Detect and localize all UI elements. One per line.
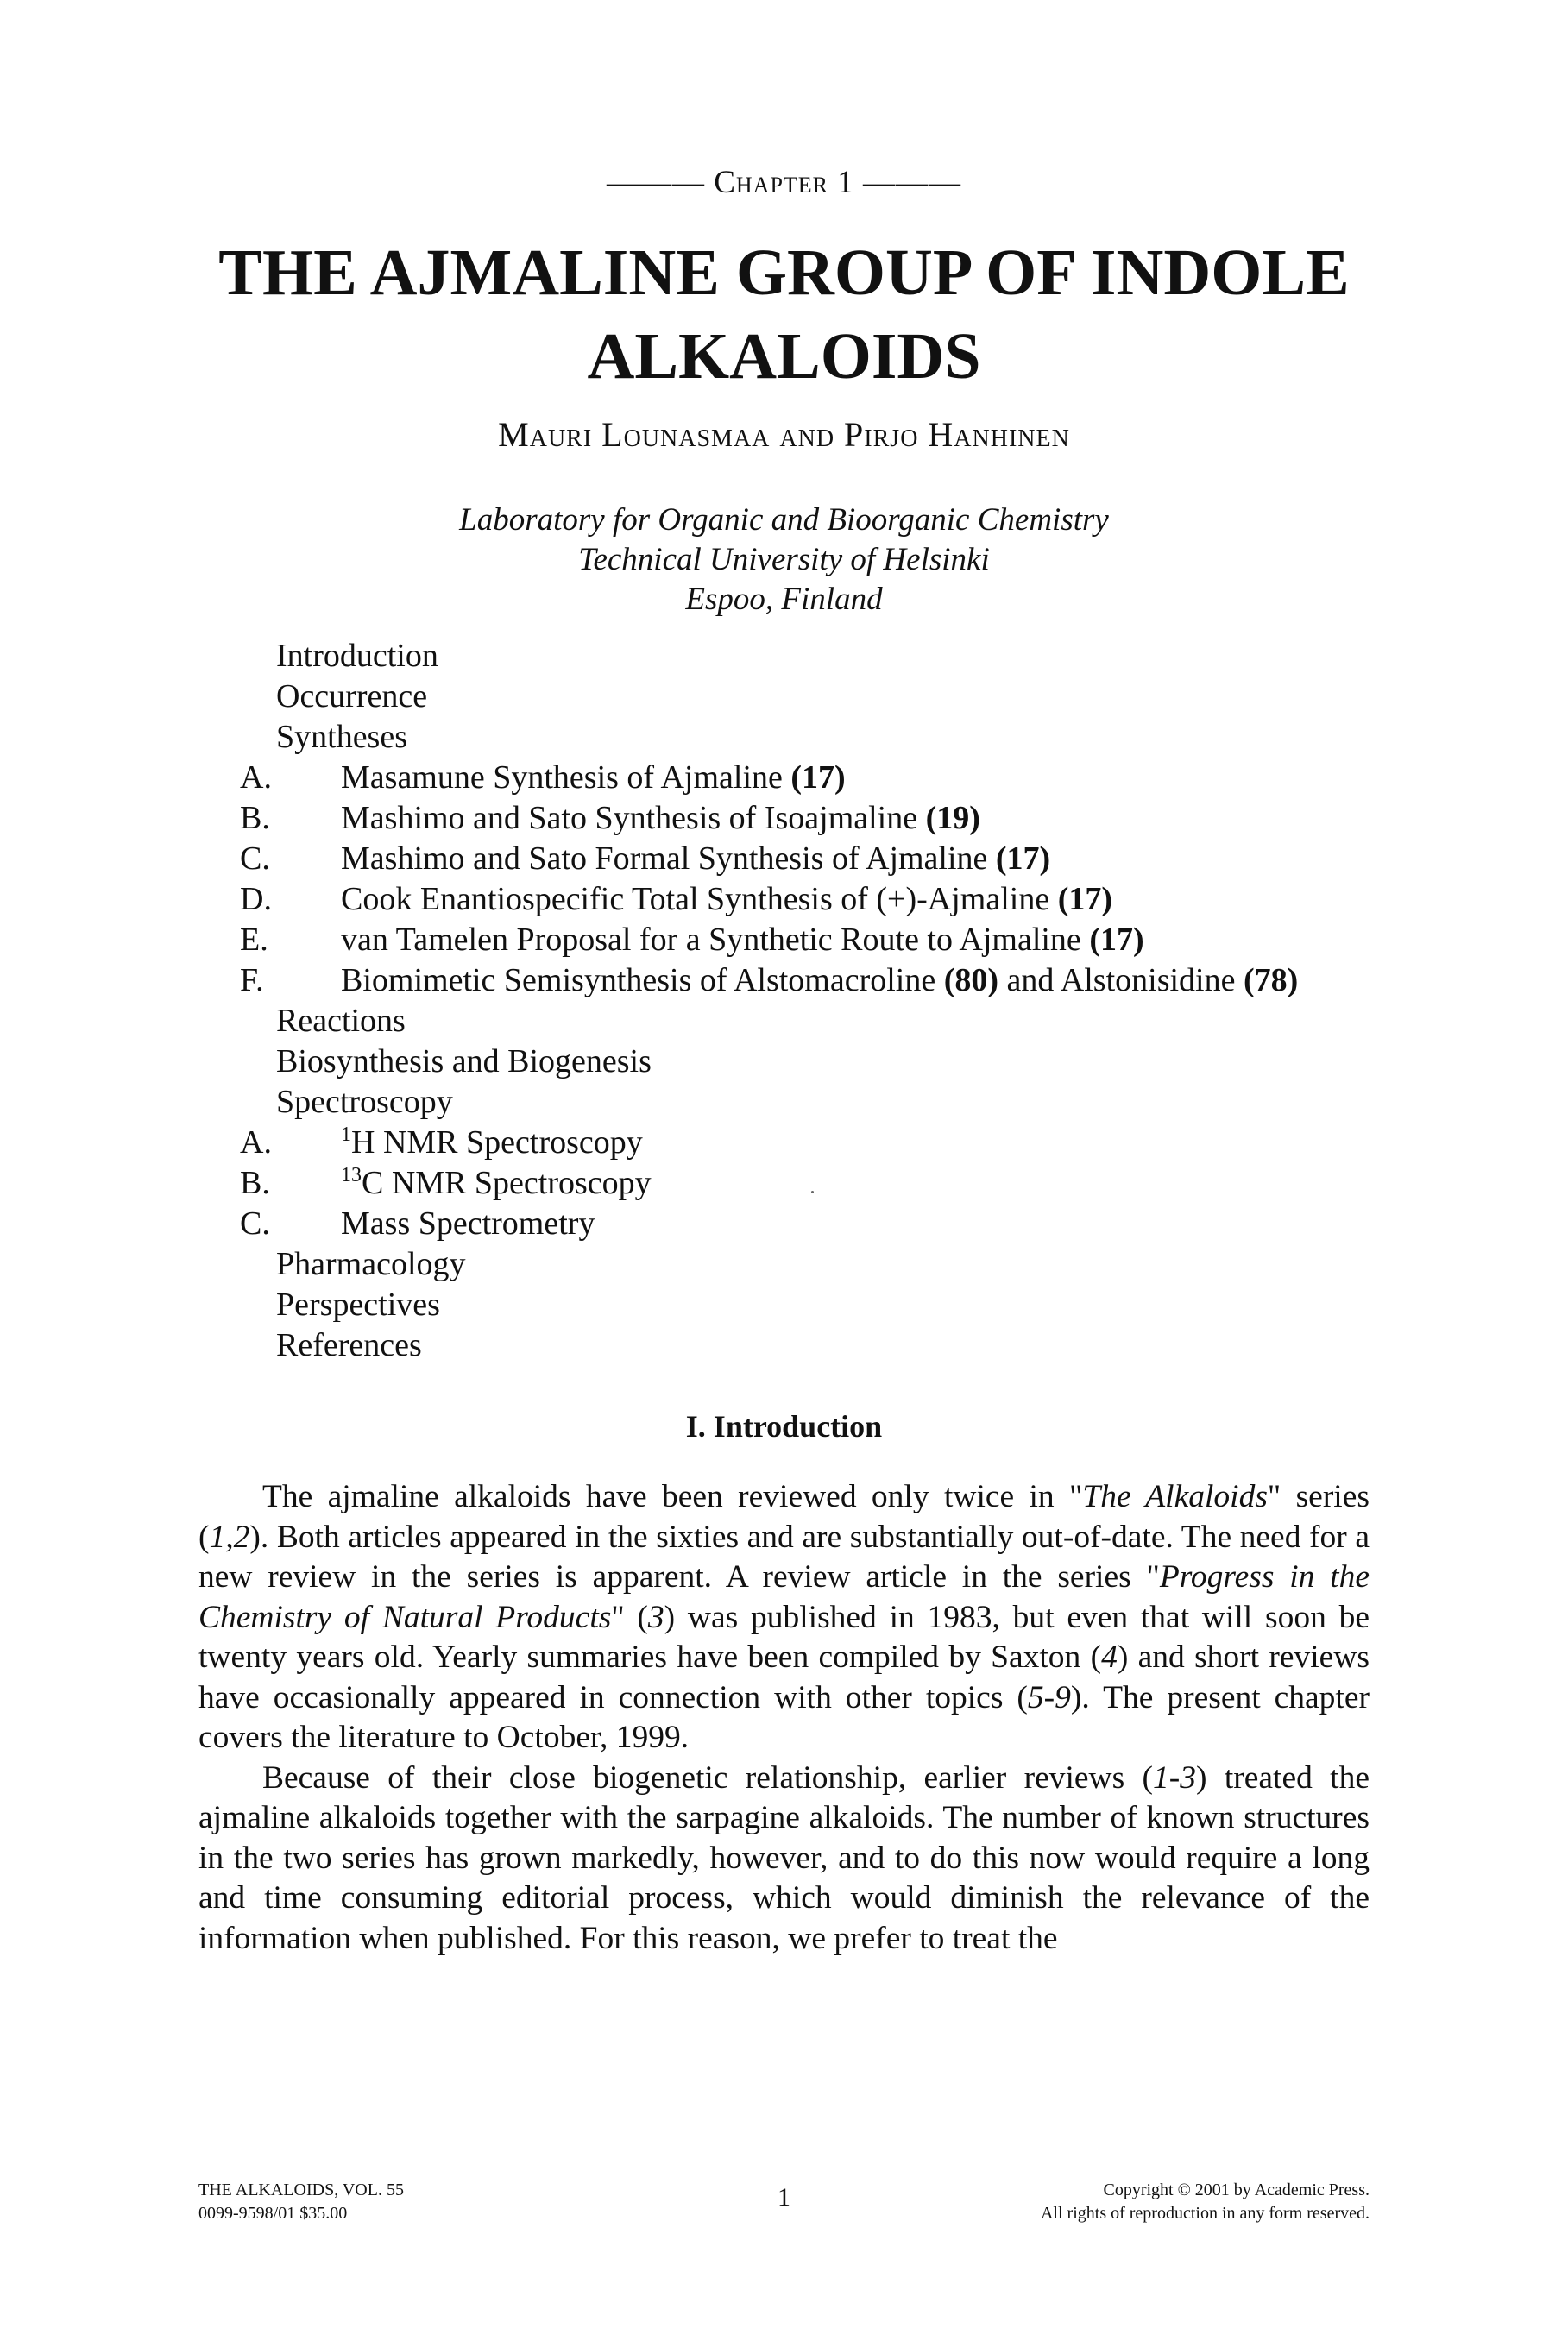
affiliation-location: Espoo, Finland	[685, 582, 883, 617]
toc-text: Occurrence	[276, 678, 428, 714]
toc-letter: F.	[240, 962, 264, 998]
section-heading: I. Introduction	[685, 1409, 883, 1444]
toc-text: Introduction	[276, 638, 438, 674]
toc-text: Masamune Synthesis of Ajmaline (17)	[341, 759, 846, 796]
toc-text: Pharmacology	[276, 1246, 466, 1282]
toc-text: Biosynthesis and Biogenesis	[276, 1043, 652, 1079]
compound-ref: (17)	[1057, 881, 1113, 917]
page-number: 1	[778, 2183, 790, 2212]
paragraph: The ajmaline alkaloids have been reviewed only twice in "The Alkaloids" series (1,2). Both articles appeared in the sixties and are substantially out-of-date. The need for a new review in the series is apparent. A review article in the series "Progress in the Chemistry of Natural Products" (3) was published in 1983, but even that will soon be twenty years old. Yearly summaries have been compiled by Saxton (4) and short reviews have occasionally appeared in connection with other topics (5-9). The present chapter covers the literature to October, 1999.	[198, 1479, 1370, 1755]
toc-text: $^{13}$C NMR Spectroscopy	[341, 1164, 652, 1201]
toc-letter: E.	[240, 922, 268, 958]
toc-text: Perspectives	[276, 1287, 440, 1323]
toc-text: Biomimetic Semisynthesis of Alstomacroline (80) and Alstonisidine (78)	[341, 962, 1299, 998]
chapter-rule-left: ———	[606, 165, 715, 200]
toc-letter: B.	[240, 800, 270, 836]
chapter-title-line-2: ALKALOIDS	[587, 320, 981, 393]
toc-text: Syntheses	[276, 719, 407, 755]
footer-copyright	[1041, 2179, 1370, 2225]
toc-text: Cook Enantiospecific Total Synthesis of (+)-Ajmaline (17)	[341, 881, 1113, 917]
toc-letter: C.	[240, 1205, 270, 1242]
compound-ref: (17)	[790, 759, 846, 796]
compound-ref: (78)	[1243, 962, 1299, 998]
affiliation	[0, 500, 1568, 620]
footer-rights-line: All rights of reproduction in any form reserved.	[1040, 2204, 1370, 2223]
chapter-title-line-1: THE AJMALINE GROUP OF INDOLE	[218, 236, 1350, 309]
chapter-label	[0, 164, 1568, 201]
print-speck	[811, 1191, 814, 1193]
chapter-rule-right: ———	[853, 165, 962, 200]
compound-ref: (17)	[995, 840, 1051, 877]
footer-issn: 0099-9598/01 $35.00	[198, 2204, 348, 2223]
affiliation-lab: Laboratory for Organic and Bioorganic Chemistry	[459, 502, 1109, 538]
toc-text: Reactions	[276, 1003, 406, 1039]
compound-ref: (17)	[1089, 922, 1144, 958]
authors: Mauri Lounasmaa and Pirjo Hanhinen	[498, 415, 1070, 454]
toc-text: References	[276, 1327, 422, 1363]
toc-letter: C.	[240, 840, 270, 877]
toc-letter: B.	[240, 1165, 270, 1201]
footer-copyright-line: Copyright © 2001 by Academic Press.	[1103, 2181, 1370, 2199]
compound-ref: (80)	[943, 962, 999, 998]
body-text	[198, 1477, 1370, 1959]
toc-text: Spectroscopy	[276, 1084, 453, 1120]
toc-letter: A.	[240, 759, 272, 796]
toc-text: $^1$H NMR Spectroscopy	[341, 1123, 643, 1161]
toc-text: Mashimo and Sato Synthesis of Isoajmaline (19)	[341, 800, 980, 836]
footer-volume: THE ALKALOIDS, VOL. 55	[198, 2181, 404, 2199]
compound-ref: (19)	[925, 800, 980, 836]
chapter-text: Chapter 1	[714, 165, 854, 200]
paragraph: Because of their close biogenetic relationship, earlier reviews (1-3) treated the ajmaline alkaloids together with the sarpagine alkaloids. The number of known structures in the two series has grown markedly, however, and to do this now would require a long and time consuming editorial process, which would diminish the relevance of the information when published. For this reason, we prefer to treat the	[198, 1759, 1370, 1956]
toc-letter: D.	[240, 881, 272, 917]
affiliation-university: Technical University of Helsinki	[578, 542, 990, 577]
toc-letter: A.	[240, 1124, 272, 1161]
toc-text: Mashimo and Sato Formal Synthesis of Ajmaline (17)	[341, 840, 1051, 877]
toc-text: Mass Spectrometry	[341, 1205, 595, 1242]
toc-text: van Tamelen Proposal for a Synthetic Route to Ajmaline (17)	[341, 922, 1144, 958]
chapter-title	[0, 231, 1568, 399]
